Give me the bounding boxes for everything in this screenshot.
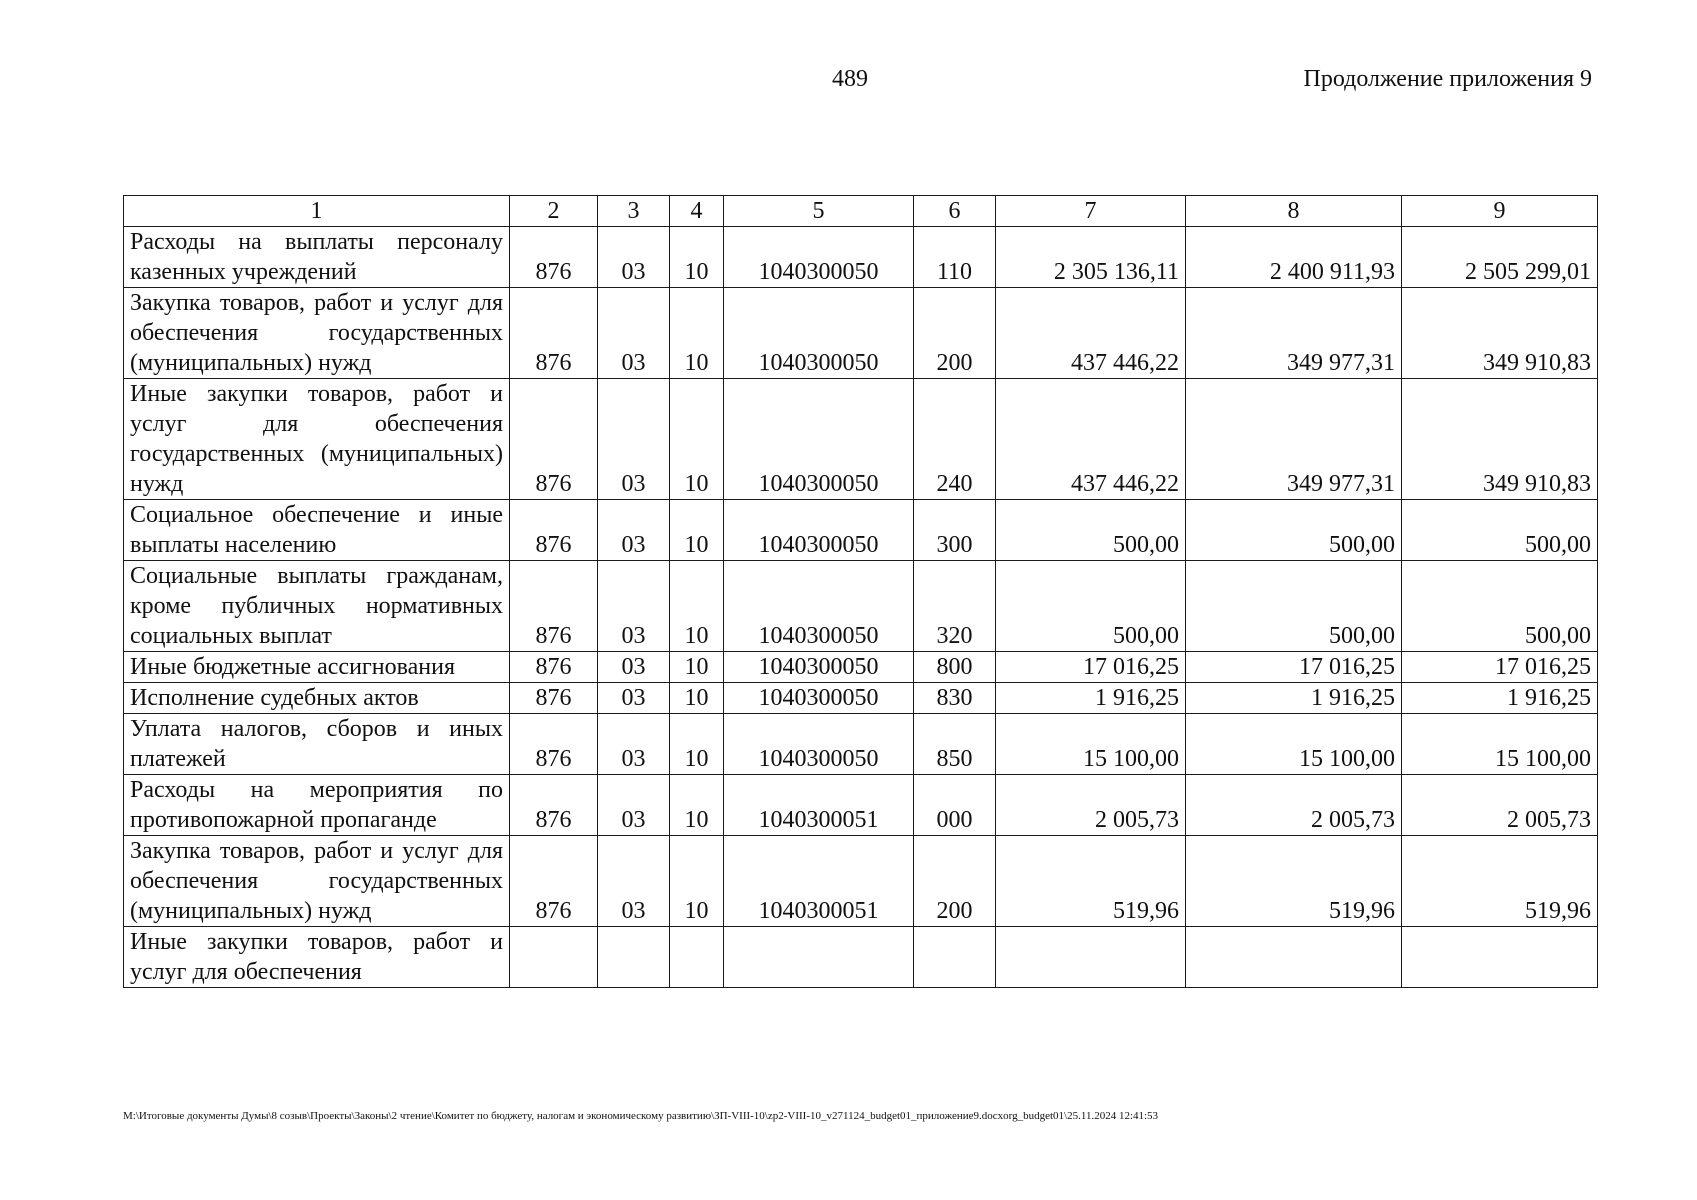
header-row [124, 196, 1598, 227]
table-row [124, 379, 1598, 500]
amount-7-cell [996, 927, 1186, 988]
code-3-cell: 03 [598, 683, 670, 714]
amount-7-cell: 2 005,73 [996, 775, 1186, 836]
code-2-cell: 876 [510, 379, 598, 500]
code-2-cell: 876 [510, 714, 598, 775]
code-4-cell: 10 [670, 379, 724, 500]
expense-name-cell: Уплата налогов, сборов и иных платежей [124, 714, 510, 775]
expense-name-cell: Расходы на мероприятия по противопожарной пропаганде [124, 775, 510, 836]
amount-7-cell: 15 100,00 [996, 714, 1186, 775]
amount-7-cell: 17 016,25 [996, 652, 1186, 683]
expense-name-cell: Закупка товаров, работ и услуг для обеспечения государственных (муниципальных) нужд [124, 288, 510, 379]
column-header: 9 [1402, 196, 1598, 227]
amount-8-cell: 1 916,25 [1186, 683, 1402, 714]
expense-name-cell: Социальное обеспечение и иные выплаты населению [124, 500, 510, 561]
code-3-cell: 03 [598, 227, 670, 288]
column-header: 7 [996, 196, 1186, 227]
code-3-cell [598, 927, 670, 988]
amount-7-cell: 437 446,22 [996, 379, 1186, 500]
expense-name-cell: Закупка товаров, работ и услуг для обеспечения государственных (муниципальных) нужд [124, 836, 510, 927]
amount-9-cell: 349 910,83 [1402, 379, 1598, 500]
code-2-cell [510, 927, 598, 988]
code-2-cell: 876 [510, 652, 598, 683]
code-6-cell [914, 927, 996, 988]
amount-8-cell: 15 100,00 [1186, 714, 1402, 775]
budget-table [123, 195, 1598, 988]
code-2-cell: 876 [510, 775, 598, 836]
code-6-cell: 000 [914, 775, 996, 836]
table-row [124, 652, 1598, 683]
amount-7-cell: 500,00 [996, 561, 1186, 652]
column-header: 3 [598, 196, 670, 227]
table-row [124, 288, 1598, 379]
file-path-footer: M:\Итоговые документы Думы\8 созыв\Проекты\Законы\2 чтение\Комитет по бюджету, налогам и экономическому развитию\ЗП-VIII-10\zp2-VIII-10_v271124_budget01_приложение9.docxorg_budget01\25.11.2024 12:41:53 [123, 1110, 1159, 1122]
code-6-cell: 200 [914, 288, 996, 379]
amount-9-cell: 1 916,25 [1402, 683, 1598, 714]
column-header: 8 [1186, 196, 1402, 227]
amount-9-cell: 500,00 [1402, 561, 1598, 652]
code-2-cell: 876 [510, 683, 598, 714]
code-2-cell: 876 [510, 836, 598, 927]
code-4-cell: 10 [670, 227, 724, 288]
column-header: 6 [914, 196, 996, 227]
code-5-cell: 1040300050 [724, 652, 914, 683]
code-2-cell: 876 [510, 561, 598, 652]
code-2-cell: 876 [510, 227, 598, 288]
amount-9-cell: 2 005,73 [1402, 775, 1598, 836]
code-5-cell: 1040300050 [724, 714, 914, 775]
code-3-cell: 03 [598, 561, 670, 652]
amount-8-cell: 500,00 [1186, 561, 1402, 652]
expense-name-cell: Расходы на выплаты персоналу казенных учреждений [124, 227, 510, 288]
code-4-cell: 10 [670, 683, 724, 714]
code-5-cell [724, 927, 914, 988]
code-5-cell: 1040300051 [724, 836, 914, 927]
code-5-cell: 1040300050 [724, 500, 914, 561]
table-body [124, 227, 1598, 988]
code-6-cell: 830 [914, 683, 996, 714]
amount-7-cell: 1 916,25 [996, 683, 1186, 714]
code-3-cell: 03 [598, 288, 670, 379]
code-6-cell: 200 [914, 836, 996, 927]
code-6-cell: 850 [914, 714, 996, 775]
code-3-cell: 03 [598, 775, 670, 836]
code-6-cell: 300 [914, 500, 996, 561]
code-5-cell: 1040300050 [724, 683, 914, 714]
amount-9-cell: 15 100,00 [1402, 714, 1598, 775]
expense-name-cell: Социальные выплаты гражданам, кроме публичных нормативных социальных выплат [124, 561, 510, 652]
amount-9-cell: 349 910,83 [1402, 288, 1598, 379]
continuation-title: Продолжение приложения 9 [1303, 66, 1592, 92]
table-row [124, 836, 1598, 927]
amount-8-cell: 519,96 [1186, 836, 1402, 927]
table-row [124, 500, 1598, 561]
code-4-cell: 10 [670, 561, 724, 652]
amount-8-cell: 2 005,73 [1186, 775, 1402, 836]
code-2-cell: 876 [510, 500, 598, 561]
table-row [124, 227, 1598, 288]
code-4-cell: 10 [670, 652, 724, 683]
code-3-cell: 03 [598, 836, 670, 927]
table-row [124, 683, 1598, 714]
amount-7-cell: 500,00 [996, 500, 1186, 561]
code-6-cell: 320 [914, 561, 996, 652]
expense-name-cell: Иные закупки товаров, работ и услуг для обеспечения государственных (муниципальных) нужд [124, 379, 510, 500]
code-3-cell: 03 [598, 652, 670, 683]
code-2-cell: 876 [510, 288, 598, 379]
table-row [124, 714, 1598, 775]
code-4-cell: 10 [670, 714, 724, 775]
amount-8-cell: 2 400 911,93 [1186, 227, 1402, 288]
table-row [124, 927, 1598, 988]
code-5-cell: 1040300050 [724, 561, 914, 652]
amount-9-cell: 17 016,25 [1402, 652, 1598, 683]
amount-8-cell: 500,00 [1186, 500, 1402, 561]
code-4-cell: 10 [670, 775, 724, 836]
amount-9-cell: 2 505 299,01 [1402, 227, 1598, 288]
code-5-cell: 1040300050 [724, 227, 914, 288]
column-header: 1 [124, 196, 510, 227]
code-4-cell: 10 [670, 836, 724, 927]
amount-9-cell: 519,96 [1402, 836, 1598, 927]
code-5-cell: 1040300050 [724, 379, 914, 500]
table-row [124, 775, 1598, 836]
amount-8-cell: 17 016,25 [1186, 652, 1402, 683]
expense-name-cell: Иные бюджетные ассигнования [124, 652, 510, 683]
code-4-cell: 10 [670, 500, 724, 561]
amount-7-cell: 519,96 [996, 836, 1186, 927]
amount-9-cell [1402, 927, 1598, 988]
code-6-cell: 240 [914, 379, 996, 500]
code-6-cell: 800 [914, 652, 996, 683]
amount-7-cell: 2 305 136,11 [996, 227, 1186, 288]
column-header: 5 [724, 196, 914, 227]
amount-9-cell: 500,00 [1402, 500, 1598, 561]
expense-name-cell: Исполнение судебных актов [124, 683, 510, 714]
code-4-cell [670, 927, 724, 988]
column-header: 4 [670, 196, 724, 227]
amount-8-cell: 349 977,31 [1186, 379, 1402, 500]
table-row [124, 561, 1598, 652]
page-number: 489 [832, 66, 868, 92]
column-header: 2 [510, 196, 598, 227]
expense-name-cell: Иные закупки товаров, работ и услуг для обеспечения [124, 927, 510, 988]
code-3-cell: 03 [598, 500, 670, 561]
amount-7-cell: 437 446,22 [996, 288, 1186, 379]
code-5-cell: 1040300050 [724, 288, 914, 379]
code-3-cell: 03 [598, 714, 670, 775]
amount-8-cell: 349 977,31 [1186, 288, 1402, 379]
code-4-cell: 10 [670, 288, 724, 379]
code-6-cell: 110 [914, 227, 996, 288]
code-5-cell: 1040300051 [724, 775, 914, 836]
code-3-cell: 03 [598, 379, 670, 500]
amount-8-cell [1186, 927, 1402, 988]
